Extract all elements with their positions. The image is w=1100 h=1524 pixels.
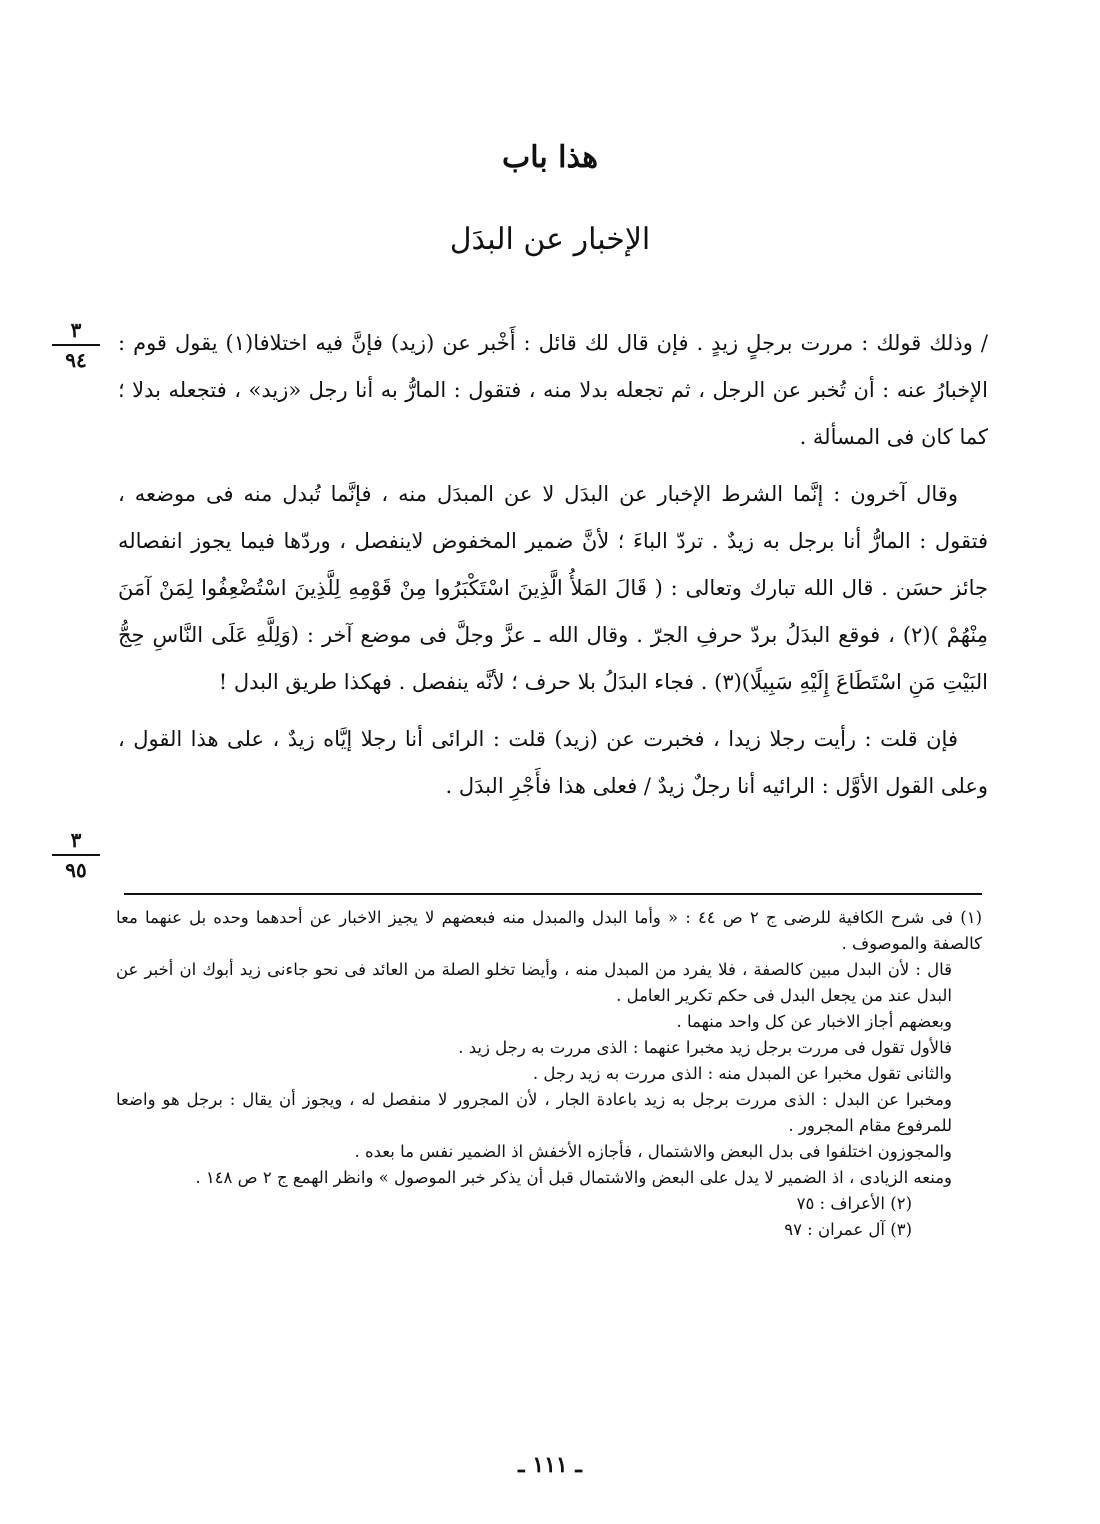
footnote-line: والمجوزون اختلفوا فى بدل البعض والاشتمال ، فأجازه الأخفش اذ الضمير نفس ما بعده .: [354, 1142, 952, 1161]
margin-reference-page: ٩٤: [65, 348, 87, 372]
footnote-2: (٢) الأعراف : ٧٥: [796, 1194, 912, 1213]
margin-reference-divider: [52, 854, 100, 856]
margin-reference-2: [52, 828, 100, 882]
footnote-line: ومخبرا عن البدل : الذى مررت برجل به زيد باعادة الجار ، لأن المجرور لا منفصل له ، ويجوز أن يقال : برجل هو واضعا للمرفوع مقام المجرور .: [116, 1090, 952, 1135]
footnotes: [116, 905, 982, 1243]
footnote-1: (١) فى شرح الكافية للرضى ج ٢ ص ٤٤ : « وأما البدل والمبدل منه فبعضهم لا يجيز الاخبار عن أحدهما وحده بل عنهما معا كالصفة والموصوف .: [116, 908, 982, 953]
footnote-line: ومنعه الزيادى ، اذ الضمير لا يدل على البعض والاشتمال قبل أن يذكر خبر الموصول » وانظر الهمع ج ٢ ص ١٤٨ .: [195, 1168, 952, 1187]
footnote-line: قال : لأن البدل مبين كالصفة ، فلا يفرد من المبدل منه ، وأيضا تخلو الصلة من العائد فى نحو جاءنى زيد أبوك ان أخبر عن البدل عند من يجعل البدل فى حكم تكرير العامل .: [116, 960, 952, 1005]
footnote-line: والثانى تقول مخبرا عن المبدل منه : الذى مررت به زيد رجل .: [532, 1064, 952, 1083]
margin-reference-volume: ٣: [70, 828, 82, 852]
margin-reference-divider: [52, 344, 100, 346]
page-number: ـ ١١١ ـ: [518, 1452, 582, 1478]
body-paragraph-2: وقال آخرون : إنَّما الشرط الإخبار عن البدَل لا عن المبدَل منه ، فإنَّما تُبدل منه فى موضعه ، فتقول : المارُّ أنا برجل به زيدٌ . تردّ الباءَ ؛ لأنَّ ضمير المخفوض لاينفصل ، وردّها فيما يجوز انفصاله جائز حسَن . قال الله تبارك وتعالى : ( قَالَ المَلأُ الَّذِينَ اسْتَكْبَرُوا مِنْ قَوْمِهِ لِلَّذِينَ اسْتُضْعِفُوا لِمَنْ آمَنَ مِنْهُمْ )(٢) ، فوقع البدَلُ بردّ حرفِ الجرّ . وقال الله ـ عزَّ وجلَّ فى موضع آخر : (وَلِلَّهِ عَلَى النَّاسِ حِجُّ البَيْتِ مَنِ اسْتَطَاعَ إِلَيْهِ سَبِيلًا)(٣) . فجاء البدَلُ بلا حرف ؛ لأنَّه ينفصل . فهكذا طريق البدل !: [118, 482, 988, 694]
footnote-line: وبعضهم أجاز الاخبار عن كل واحد منهما .: [676, 1012, 952, 1031]
body-paragraph-1: / وذلك قولك : مررت برجلٍ زيدٍ . فإن قال لك قائل : أَخْبر عن (زيد) فإنَّ فيه اختلافا(١) يقول قوم : الإخبارُ عنه : أن تُخبر عن الرجل ، ثم تجعله بدلا منه ، فتقول : المارُّ به أنا رجل «زيد» ، فتجعله بدلا ؛ كما كان فى المسألة .: [118, 331, 989, 449]
margin-reference-volume: ٣: [70, 318, 82, 342]
body-paragraph-3: فإن قلت : رأيت رجلا زيدا ، فخبرت عن (زيد) قلت : الرائى أنا رجلا إيَّاه زيدٌ ، على هذا القول ، وعلى القول الأوَّل : الرائيه أنا رجلٌ زيدٌ / فعلى هذا فأَجْرِ البدَل .: [118, 727, 988, 798]
chapter-subheading: الإخبار عن البدَل: [449, 222, 651, 257]
margin-reference-page: ٩٥: [65, 858, 87, 882]
footnote-3: (٣) آل عمران : ٩٧: [784, 1220, 912, 1239]
chapter-heading: هذا باب: [501, 140, 599, 175]
footnote-line: فالأول تقول فى مررت برجل زيد مخبرا عنهما : الذى مررت به رجل زيد .: [458, 1038, 952, 1057]
footnote-divider: [124, 893, 982, 895]
main-text: [118, 320, 988, 810]
margin-reference-1: [52, 318, 100, 372]
